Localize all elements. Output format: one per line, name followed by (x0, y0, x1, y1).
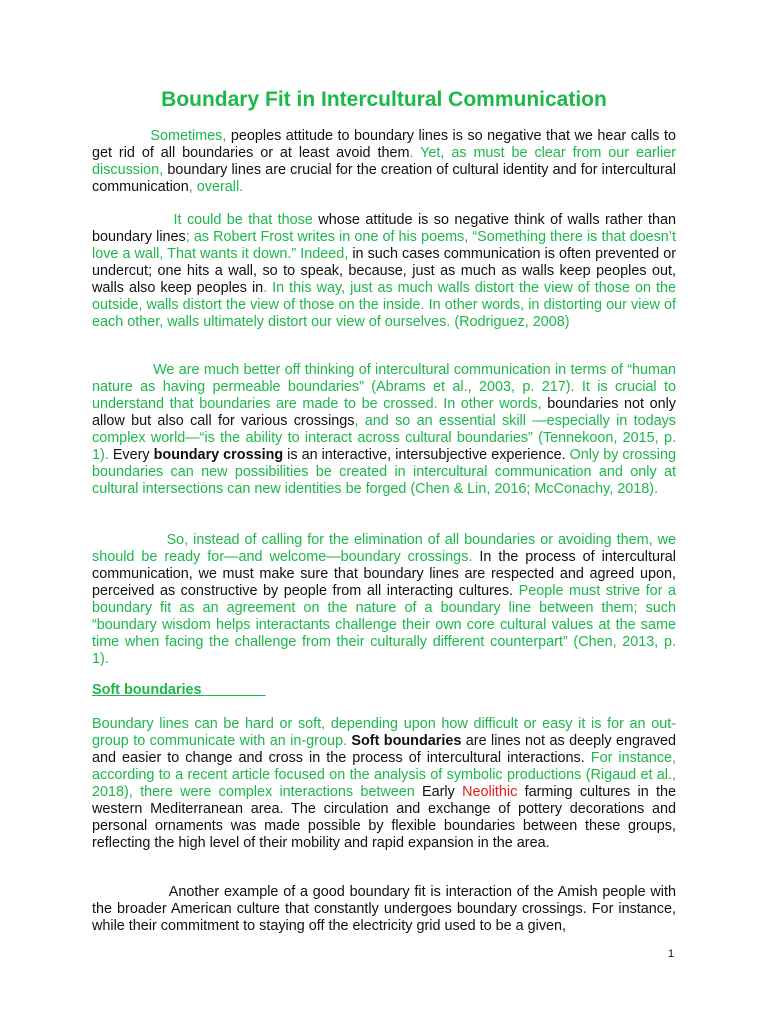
paragraph-3 (92, 362, 676, 498)
text-run: . Yet, as must be clear from our earlier discussion, (92, 145, 676, 178)
text-run: is an interactive, intersubjective experience. (283, 447, 570, 463)
paragraph-6 (92, 884, 676, 935)
text-run: Only by crossing boundaries can new possibilities be created in intercultural communication and only at cultural intersections can new identities be forged (Chen & Lin, 2016; McConachy, 2018). (92, 447, 677, 497)
section-heading: Soft boundaries________ (92, 682, 266, 698)
text-run: boundaries not only allow but also call for various crossings (92, 396, 676, 429)
text-run: are lines not as deeply engraved and easier to change and cross in the process of intercultural interactions. (92, 733, 676, 766)
text-run: Early (422, 784, 463, 800)
text-run: boundary lines are crucial for the creation of cultural identity and for intercultural communication (92, 162, 677, 195)
text-run: ; as Robert Frost writes in one of his poems, “Something there is that doesn’t love a wall, That wants it down.” Indeed, (92, 229, 676, 262)
text-run: People must strive for a boundary fit as an agreement on the nature of a boundary line between them; such “boundary wisdom helps interactants challenge their own core cultural values at the same time when facing the challenge from their culturally different counterpart” (Chen, 2013, p. 1). (92, 583, 677, 667)
paragraph-4 (92, 532, 676, 668)
text-run: peoples attitude to boundary lines is so negative that we hear calls to get rid of all boundaries or at least avoid them (92, 128, 676, 161)
text-run: boundary crossing (153, 447, 284, 463)
page-number: 1 (668, 948, 675, 960)
text-run: , and so an essential skill —especially in todays complex world—“is the ability to interact across cultural boundaries” (Tennekoon, 2015, p. 1). (92, 413, 676, 463)
text-run: Soft boundaries (351, 733, 462, 749)
text-run: . In this way, just as much walls distort the view of those on the outside, walls distort the view of those on the inside. In other words, in distorting our view of each other, walls ultimately distort our view of ourselves. (Rodriguez, 2008) (92, 280, 676, 330)
text-run: Another example of a good boundary fit is interaction of the Amish people with the broader American culture that constantly undergoes boundary crossings. For instance, while their commitment to staying off the electricity grid used to be a given, (92, 884, 676, 934)
text-run: whose attitude is so negative think of walls rather than boundary lines (92, 212, 676, 245)
text-run: We are much better off thinking of intercultural communication in terms of “human nature as having permeable boundaries” (Abrams et al., 2003, p. 217). It is crucial to understand that boundaries are made to be crossed. In other words, (92, 362, 676, 412)
text-run: Every (112, 447, 154, 463)
text-run: Sometimes, (92, 128, 231, 144)
text-run: For instance, according to a recent article focused on the analysis of symbolic productions (Rigaud et al., 2018), there were complex interactions between (92, 750, 676, 800)
text-run: Boundary lines can be hard or soft, depending upon how difficult or easy it is for an out-group to communicate with an in-group. (92, 716, 676, 749)
text-run: So, instead of calling for the elimination of all boundaries or avoiding them, we should be ready for—and welcome—boundary crossings. (92, 532, 676, 565)
paragraph-1 (92, 128, 676, 196)
text-run: In the process of intercultural communication, we must make sure that boundary lines are respected and agreed upon, perceived as constructive by people from all interacting cultures. (92, 549, 676, 599)
paragraph-2 (92, 212, 676, 331)
text-run: Neolithic (462, 784, 518, 800)
text-run: , overall. (188, 179, 244, 195)
paragraph-5 (92, 716, 676, 852)
text-run: in such cases communication is often prevented or undercut; one hits a wall, so to speak, because, just as much as walls keep peoples out, walls also keep peoples in (92, 246, 676, 296)
text-run: farming cultures in the western Mediterranean area. The circulation and exchange of pottery decorations and personal ornaments was made possible by flexible boundaries between these groups, reflecting the high level of their mobility and rapid expansion in the area. (92, 784, 676, 851)
text-run: It could be that those (92, 212, 319, 228)
document-title: Boundary Fit in Intercultural Communication (161, 88, 607, 111)
